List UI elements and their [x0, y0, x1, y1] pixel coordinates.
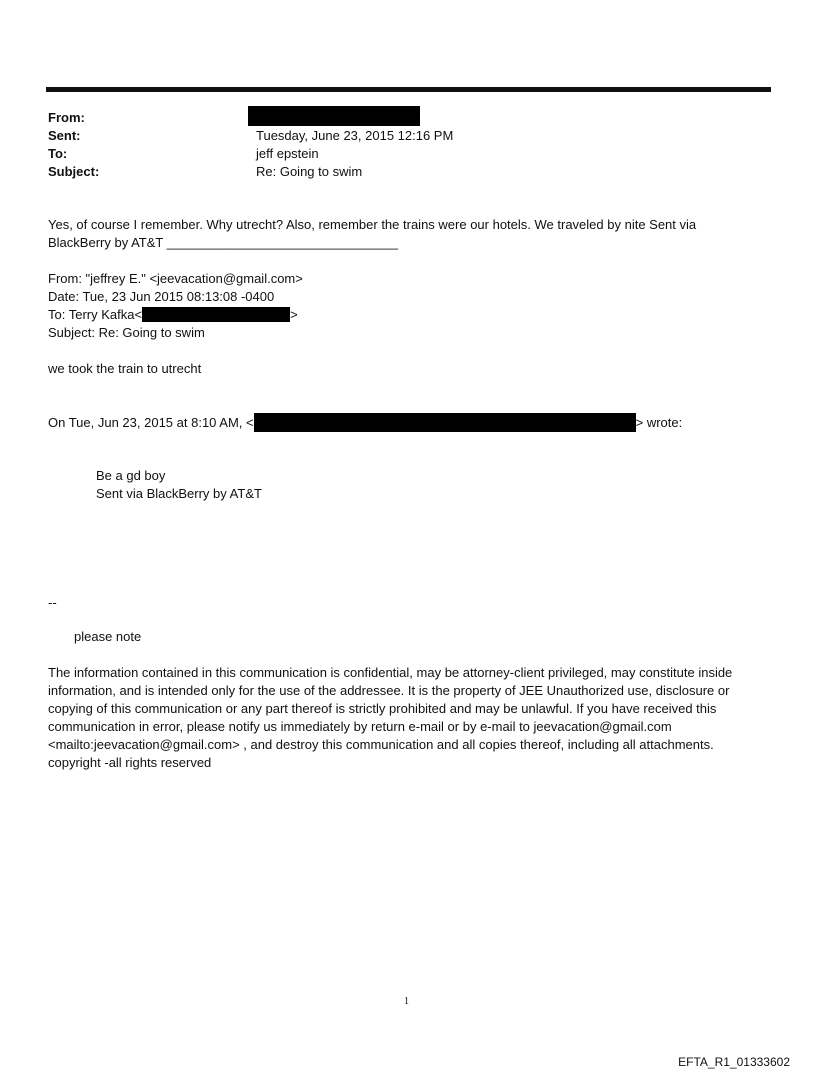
from-label: From:: [48, 110, 85, 125]
please-note: please note: [74, 629, 142, 644]
sent-label: Sent:: [48, 128, 81, 143]
on-date-suffix: > wrote:: [635, 415, 683, 430]
message-text: we took the train to utrecht: [48, 361, 202, 376]
reply-line-1: Yes, of course I remember. Why utrecht? Also, remember the trains were our hotels. We traveled by nite Sent via: [48, 217, 697, 232]
redacted-sender: [248, 106, 420, 126]
to-label: To:: [48, 146, 68, 161]
redacted-to-address: [142, 307, 290, 322]
quoted-subject: Subject: Re: Going to swim: [48, 325, 205, 340]
subject-value: Re: Going to swim: [256, 164, 363, 179]
inner-line-1: Be a gd boy: [96, 468, 166, 483]
quoted-date: Date: Tue, 23 Jun 2015 08:13:08 -0400: [48, 289, 275, 304]
on-date-prefix: On Tue, Jun 23, 2015 at 8:10 AM, <: [48, 415, 254, 430]
to-value: jeff epstein: [256, 146, 319, 161]
subject-label: Subject:: [48, 164, 100, 179]
document-id: EFTA_R1_01333602: [678, 1055, 790, 1069]
quoted-to-prefix: To: Terry Kafka<: [48, 307, 143, 322]
reply-line-2: BlackBerry by AT&T ________________________________: [48, 235, 399, 250]
header-rule: [46, 87, 771, 92]
inner-line-2: Sent via BlackBerry by AT&T: [96, 486, 262, 501]
quoted-to: [48, 306, 298, 324]
quoted-to-suffix: >: [290, 307, 298, 322]
on-date-line: [48, 413, 682, 432]
sent-value: Tuesday, June 23, 2015 12:16 PM: [256, 128, 454, 143]
quoted-from: From: "jeffrey E." <jeevacation@gmail.com>: [48, 271, 303, 286]
redacted-sender-address: [254, 413, 636, 432]
page-number: 1: [404, 996, 409, 1007]
disclaimer: The information contained in this communication is confidential, may be attorney-client privileged, may constitute inside information, and is intended only for the use of the addressee. It is the property of JEE Unauthorized use, disclosure or copying of this communication or any part thereof is strictly prohibited and may be unlawful. If you have received this communication in error, please notify us immediately by return e-mail or by e-mail to jeevacation@gmail.com <mailto:jeevacation@gmail.com> , and destroy this communication and all copies thereof, including all attachments. copyright -all rights reserved: [48, 665, 733, 770]
signature-separator: --: [48, 595, 57, 610]
